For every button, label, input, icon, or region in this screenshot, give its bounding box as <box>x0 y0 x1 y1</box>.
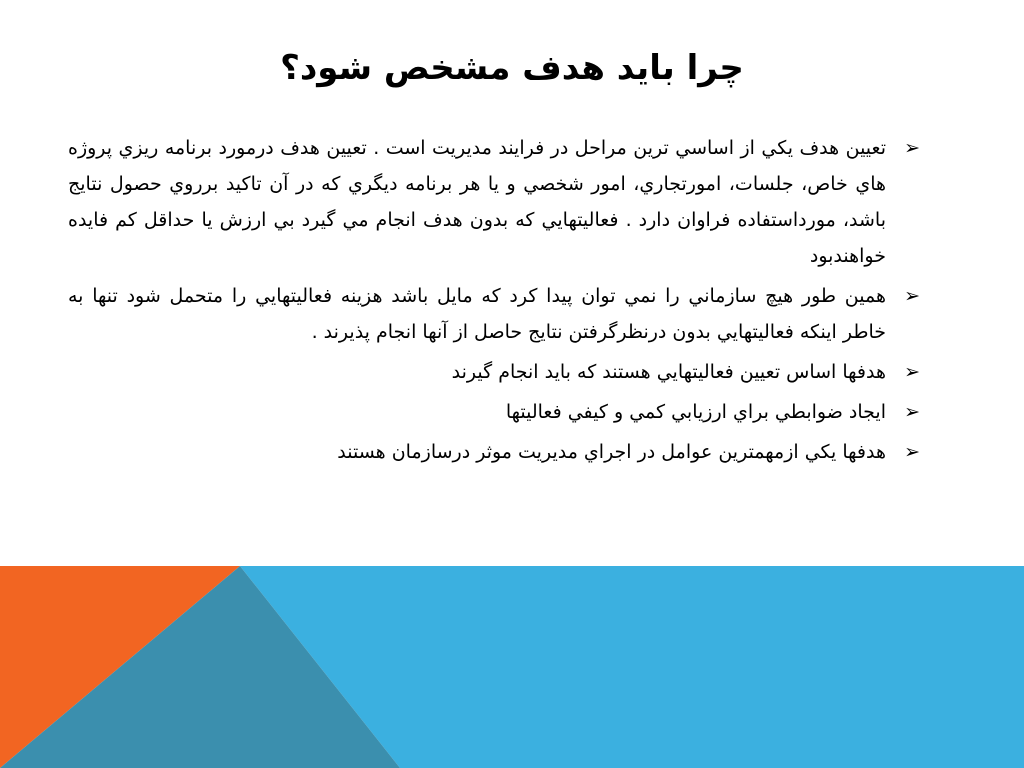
checkmark-arrow-icon: ➢ <box>904 285 920 307</box>
bullet-text: تعيين هدف يكي از اساسي ترين مراحل در فرايند مديريت است . تعيين هدف درمورد برنامه ريزي پروژه هاي خاص، جلسات، امورتجاري، امور شخصي و يا هر برنامه ديگري كه در آن تاكيد برروي حصول نتايج باشد، مورداستفاده فراوان دارد . فعاليتهايي كه بدون هدف انجام مي گيرد بي ارزش يا حداقل كم فايده خواهندبود <box>68 137 886 267</box>
bullet-text: هدفها اساس تعيين فعاليتهايي هستند كه بايد انجام گيرند <box>451 361 886 383</box>
checkmark-arrow-icon: ➢ <box>904 441 920 463</box>
checkmark-arrow-icon: ➢ <box>904 137 920 159</box>
checkmark-arrow-icon: ➢ <box>904 401 920 423</box>
bullet-item-2 <box>68 278 924 350</box>
slide-title: چرا بايد هدف مشخص شود؟ <box>280 48 744 88</box>
bullet-item-4 <box>68 394 924 430</box>
bullet-item-3 <box>68 354 924 390</box>
bullet-item-1 <box>68 130 924 274</box>
bullet-list <box>68 130 924 474</box>
checkmark-arrow-icon: ➢ <box>904 361 920 383</box>
bullet-text: همين طور هيچ سازماني را نمي توان پيدا كرد كه مايل باشد هزينه فعاليتهايي را متحمل شود تنها به خاطر اينكه فعاليتهايي بدون درنظرگرفتن نتايج حاصل از آنها انجام پذيرند . <box>68 285 886 343</box>
bullet-item-5 <box>68 434 924 470</box>
bullet-text: ايجاد ضوابطي براي ارزيابي كمي و كيفي فعاليتها <box>505 401 886 423</box>
bullet-text: هدفها يكي ازمهمترين عوامل در اجراي مديريت موثر درسازمان هستند <box>337 441 886 463</box>
